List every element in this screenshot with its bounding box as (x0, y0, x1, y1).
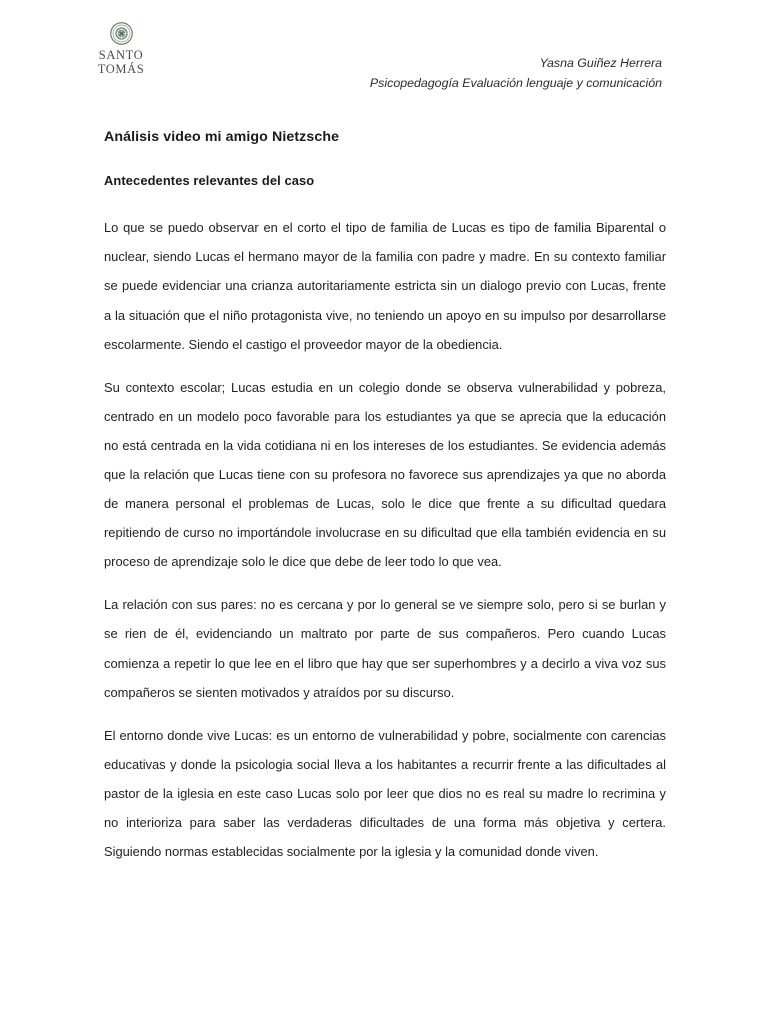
paragraph-relacion-pares: La relación con sus pares: no es cercana y por lo general se ve siempre solo, pero si se burlan y se rien de él, evidenciando un maltrato por parte de sus compañeros. Pero cuando Lucas comienza a repetir lo que lee en el libro que hay que ser superhombres y a decirlo a viva voz sus compañeros se sienten motivados y atraídos por su discurso. (104, 597, 666, 700)
wordmark-line-2: TOMÁS (97, 61, 145, 76)
document-body (104, 128, 666, 866)
section-heading-antecedentes: Antecedentes relevantes del caso (104, 173, 315, 189)
paragraph-contexto-familiar: Lo que se puedo observar en el corto el tipo de familia de Lucas es tipo de familia Biparental o nuclear, siendo Lucas el hermano mayor de la familia con padre y madre. En su contexto familiar se puede evidenciar una crianza autoritariamente estricta sin un dialogo previo con Lucas, frente a la situación que el niño protagonista vive, no teniendo un apoyo en su impulso por desarrollarse escolarmente. Siendo el castigo el proveedor mayor de la obediencia. (104, 220, 666, 352)
paragraph-contexto-escolar: Su contexto escolar; Lucas estudia en un colegio donde se observa vulnerabilidad y pobreza, centrado en un modelo poco favorable para los estudiantes ya que se aprecia que la educación no está centrada en la vida cotidiana ni en los intereses de los estudiantes. Se evidencia además que la relación que Lucas tiene con su profesora no favorece sus aprendizajes ya que no aborda de manera personal el problemas de Lucas, solo le dice que frente a su dificultad quedara repitiendo de curso no importándole involucrase en su dificultad que ella también evidencia en su proceso de aprendizaje solo le dice que debe de leer todo lo que vea. (104, 379, 666, 570)
header-author: Yasna Guiñez Herrera (539, 56, 662, 70)
header-course: Psicopedagogía Evaluación lenguaje y comunicación (369, 76, 662, 91)
institution-wordmark (98, 49, 145, 76)
paragraph-entorno: El entorno donde vive Lucas: es un entorno de vulnerabilidad y pobre, socialmente con carencias educativas y donde la psicologia social lleva a los habitantes a recurrir frente a las dificultades al pastor de la iglesia en este caso Lucas solo por leer que dios no es real su madre lo recrimina y no interioriza para saber las verdaderas dificultades de una forma más objetiva y certera. Siguiendo normas establecidas socialmente por la iglesia y la comunidad donde viven. (104, 727, 666, 860)
document-header (142, 53, 662, 93)
wordmark-line-1: SANTO (98, 48, 144, 62)
santo-tomas-seal-icon (110, 22, 133, 45)
page-title: Análisis video mi amigo Nietzsche (104, 129, 340, 145)
